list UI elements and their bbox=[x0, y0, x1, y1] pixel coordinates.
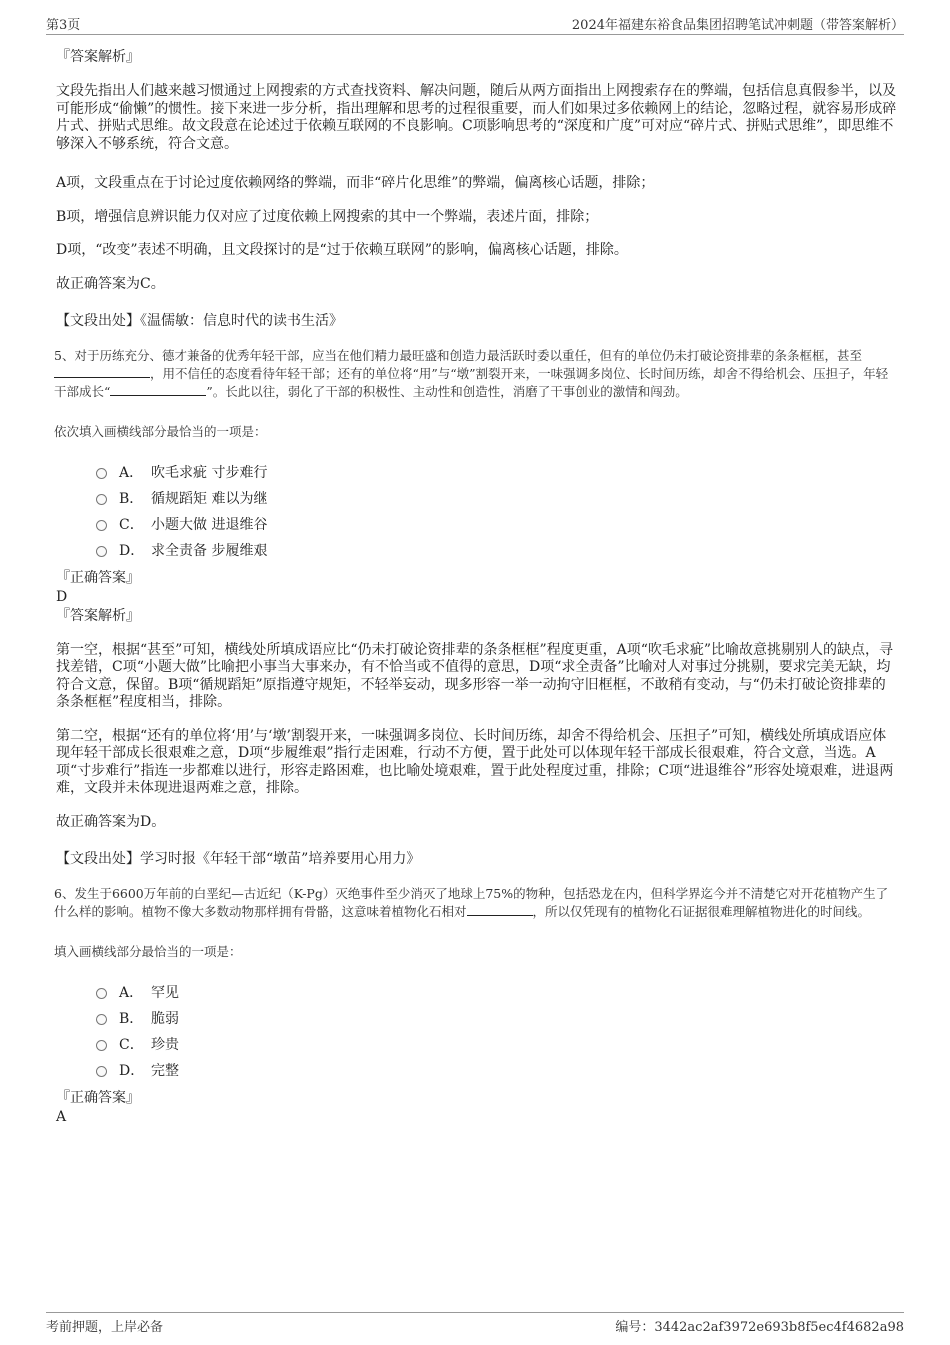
q5-analysis-label: 『答案解析』 bbox=[56, 607, 140, 624]
q5-option-d[interactable] bbox=[96, 537, 898, 563]
q4-source: 【文段出处】《温儒敏：信息时代的读书生活》 bbox=[56, 313, 343, 329]
q5-option-a[interactable] bbox=[96, 459, 898, 485]
option-letter: D． bbox=[119, 542, 145, 559]
radio-icon[interactable] bbox=[96, 546, 107, 557]
radio-icon[interactable] bbox=[96, 1066, 107, 1077]
q4-analysis-label: 『答案解析』 bbox=[56, 49, 140, 65]
q5-answer: D bbox=[56, 588, 68, 605]
q5-analysis-p2: 第二空，根据“还有的单位将‘用’与‘墩’割裂开来，一味强调多岗位、长时间历练，却舍不得给机会、压担子”可知，横线处所填成语应体现年轻干部成长很艰难之意，D项“步履维艰”指行走困难，行动不方便，置于此处可以体现年轻干部成长很艰难，符合文意，当选。A项“寸步难行”指连一步都难以进行，形容走路困难，也比喻处境艰难，置于此处程度过重，排除；C项“进退维谷”形容处境艰难，进退两难，文段并未体现进退两难之意，排除。 bbox=[56, 727, 894, 796]
q6-option-a[interactable] bbox=[96, 979, 898, 1005]
option-text: 珍贵 bbox=[151, 1036, 179, 1053]
option-text: 求全责备 步履维艰 bbox=[151, 542, 268, 559]
document-body bbox=[56, 48, 898, 1127]
radio-icon[interactable] bbox=[96, 520, 107, 531]
q5-prompt: 依次填入画横线部分最恰当的一项是： bbox=[54, 423, 267, 439]
option-text: 完整 bbox=[151, 1062, 179, 1079]
q5-analysis-p1: 第一空，根据“甚至”可知，横线处所填成语应比“仍未打破论资排辈的条条框框”程度更重，A项“吹毛求疵”比喻故意挑剔别人的缺点，寻找差错，C项“小题大做”比喻把小事当大事来办，有不恰当或不值得的意思，D项“求全责备”比喻对人对事过分挑剔，要求完美无缺，均符合文意，保留。B项“循规蹈矩”原指遵守规矩，不轻举妄动，现多形容一举一动拘守旧框框，不敢稍有变动，与“仍未打破论资排辈的条条框框”程度相当，排除。 bbox=[56, 641, 894, 710]
q5-stem-part2: ，用不信任的态度看待年轻干部；还有的单位将“用”与“墩”割裂开来，一味强调多岗位、长时间历练，却舍不得给机会、压担子，年轻干部成长“ bbox=[54, 365, 889, 399]
q5-stem bbox=[54, 347, 898, 401]
q6-blank bbox=[467, 903, 533, 916]
option-letter: C． bbox=[119, 516, 144, 533]
option-letter: C． bbox=[119, 1036, 144, 1053]
q5-stem-part1: 5、对于历练充分、德才兼备的优秀年轻干部，应当在他们精力最旺盛和创造力最活跃时委以重任，但有的单位仍未打破论资排辈的条条框框，甚至 bbox=[54, 347, 862, 363]
option-text: 循规蹈矩 难以为继 bbox=[151, 490, 268, 507]
q6-answer-label: 『正确答案』 bbox=[56, 1089, 140, 1106]
q6-option-b[interactable] bbox=[96, 1005, 898, 1031]
q4-option-a-analysis: A项，文段重点在于讨论过度依赖网络的弊端，而非“碎片化思维”的弊端，偏离核心话题，排除； bbox=[56, 175, 655, 191]
footer-slogan: 考前押题，上岸必备 bbox=[46, 1320, 164, 1335]
document-title: 2024年福建东裕食品集团招聘笔试冲刺题（带答案解析） bbox=[571, 18, 904, 33]
q4-option-b-analysis: B项，增强信息辨识能力仅对应了过度依赖上网搜索的其中一个弊端，表述片面，排除； bbox=[56, 208, 599, 225]
radio-icon[interactable] bbox=[96, 988, 107, 999]
radio-icon[interactable] bbox=[96, 494, 107, 505]
page-footer bbox=[46, 1312, 904, 1334]
option-text: 罕见 bbox=[151, 984, 179, 1001]
q5-option-b[interactable] bbox=[96, 485, 898, 511]
option-letter: B． bbox=[119, 490, 144, 507]
q5-option-c[interactable] bbox=[96, 511, 898, 537]
q5-source: 【文段出处】学习时报《年轻干部“墩苗”培养要用心用力》 bbox=[56, 851, 421, 867]
q5-stem-part3: ”。长此以往，弱化了干部的积极性、主动性和创造性，消磨了干事创业的激情和闯劲。 bbox=[206, 383, 688, 399]
radio-icon[interactable] bbox=[96, 468, 107, 479]
option-letter: A． bbox=[119, 984, 144, 1001]
q5-answer-label: 『正确答案』 bbox=[56, 569, 140, 586]
q6-stem bbox=[54, 885, 898, 921]
q4-conclusion: 故正确答案为C。 bbox=[56, 275, 165, 292]
page-number: 第3页 bbox=[46, 18, 81, 33]
radio-icon[interactable] bbox=[96, 1040, 107, 1051]
footer-serial: 编号：3442ac2af3972e693b8f5ec4f4682a98 bbox=[615, 1320, 904, 1335]
option-letter: B． bbox=[119, 1010, 144, 1027]
q4-analysis-text: 文段先指出人们越来越习惯通过上网搜索的方式查找资料、解决问题，随后从两方面指出上网搜索存在的弊端，包括信息真假参半，以及可能形成“偷懒”的惯性。接下来进一步分析，指出理解和思考的过程很重要，而人们如果过多依赖网上的结论，忽略过程，就容易形成碎片式、拼贴式思维。故文段意在论述过于依赖互联网的不良影响。C项影响思考的“深度和广度”可对应“碎片式、拼贴式思维”，即思维不够深入不够系统，符合文意。 bbox=[56, 83, 897, 152]
q6-prompt: 填入画横线部分最恰当的一项是： bbox=[54, 943, 242, 959]
option-text: 脆弱 bbox=[151, 1010, 179, 1027]
option-text: 小题大做 进退维谷 bbox=[151, 516, 268, 533]
q6-answer: A bbox=[56, 1108, 67, 1125]
q4-option-d-analysis: D项，“改变”表述不明确，且文段探讨的是“过于依赖互联网”的影响，偏离核心话题，排除。 bbox=[56, 242, 628, 258]
q6-stem-part1: 6、发生于6600万年前的白垩纪—古近纪（K-Pg）灭绝事件至少消灭了地球上75%的物种，包括恐龙在内，但科学界迄今并不清楚它对开花植物产生了什么样的影响。植物不像大多数动物那样拥有骨骼，这意味着植物化石相对 bbox=[54, 885, 889, 919]
q5-options bbox=[96, 459, 898, 563]
radio-icon[interactable] bbox=[96, 1014, 107, 1025]
q6-option-d[interactable] bbox=[96, 1057, 898, 1083]
q6-option-c[interactable] bbox=[96, 1031, 898, 1057]
option-letter: D． bbox=[119, 1062, 145, 1079]
option-text: 吹毛求疵 寸步难行 bbox=[151, 464, 268, 481]
option-letter: A． bbox=[119, 464, 144, 481]
q6-stem-part2: ，所以仅凭现有的植物化石证据很难理解植物进化的时间线。 bbox=[532, 903, 871, 919]
q6-options bbox=[96, 979, 898, 1083]
page-header bbox=[46, 14, 904, 35]
q5-conclusion: 故正确答案为D。 bbox=[56, 813, 166, 830]
q5-blank-1 bbox=[54, 365, 150, 378]
q5-blank-2 bbox=[110, 383, 206, 396]
